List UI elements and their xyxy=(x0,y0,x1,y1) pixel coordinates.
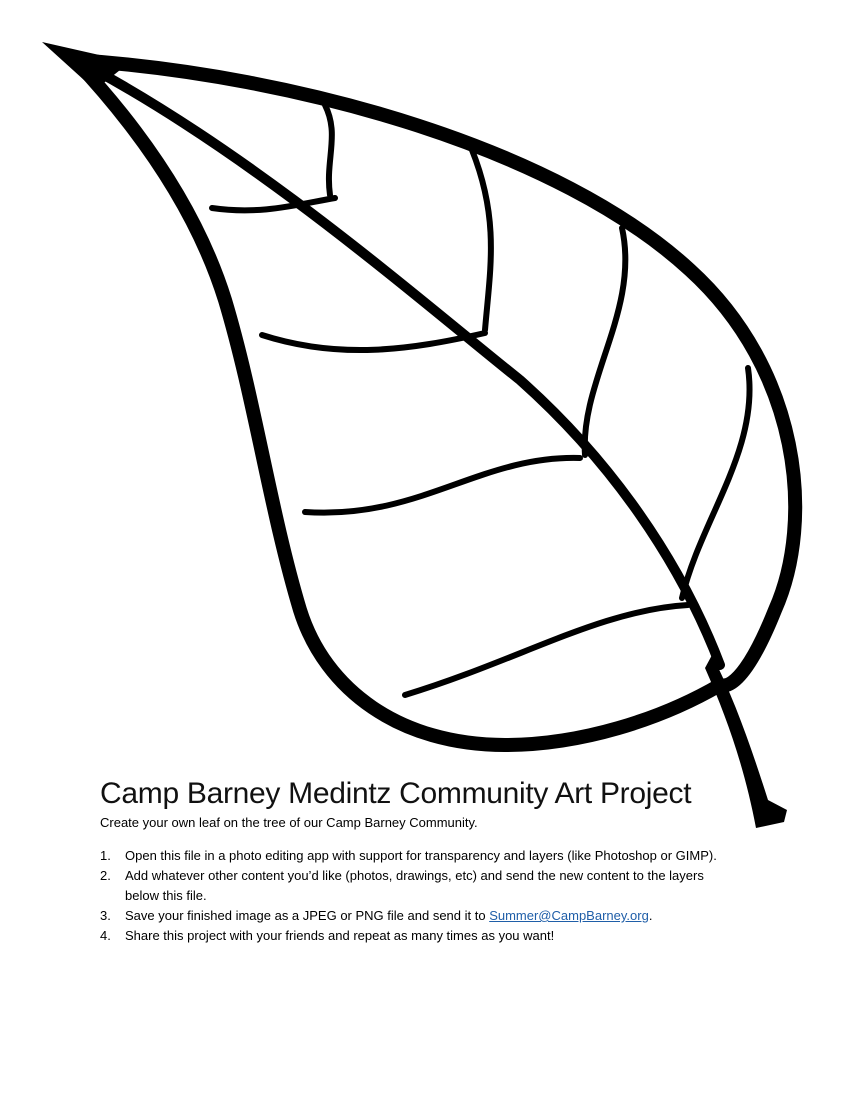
step-text-after: . xyxy=(648,908,653,923)
list-item xyxy=(100,866,740,906)
leaf-vein xyxy=(325,105,332,195)
steps-list xyxy=(100,846,740,946)
page-subtitle: Create your own leaf on the tree of our Camp Barney Community. xyxy=(100,815,478,830)
email-link[interactable]: Summer@CampBarney.org xyxy=(489,908,649,923)
list-item xyxy=(100,906,740,926)
step-number: 4. xyxy=(100,928,111,943)
leaf-vein xyxy=(262,333,485,350)
step-text: Add whatever other content you’d like (photos, drawings, etc) and send the new content to the layers below this file. xyxy=(125,868,704,903)
step-text-before: Save your finished image as a JPEG or PNG file and send it to xyxy=(125,908,490,923)
instructions-section xyxy=(100,774,740,946)
step-number: 1. xyxy=(100,848,111,863)
leaf-vein xyxy=(682,368,750,598)
leaf-vein xyxy=(305,458,580,513)
leaf-vein xyxy=(472,150,491,330)
step-number: 3. xyxy=(100,908,111,923)
leaf-vein xyxy=(212,198,335,210)
leaf-outline xyxy=(75,60,795,745)
leaf-midrib xyxy=(95,70,720,665)
leaf-vein xyxy=(585,228,626,455)
step-text: Open this file in a photo editing app with support for transparency and layers (like Photoshop or GIMP). xyxy=(125,848,717,863)
step-number: 2. xyxy=(100,868,111,883)
step-text: Share this project with your friends and repeat as many times as you want! xyxy=(125,928,555,943)
list-item xyxy=(100,926,740,946)
leaf-vein xyxy=(405,605,688,695)
page-title: Camp Barney Medintz Community Art Project xyxy=(100,777,692,810)
step-text xyxy=(125,906,740,926)
list-item xyxy=(100,846,740,866)
